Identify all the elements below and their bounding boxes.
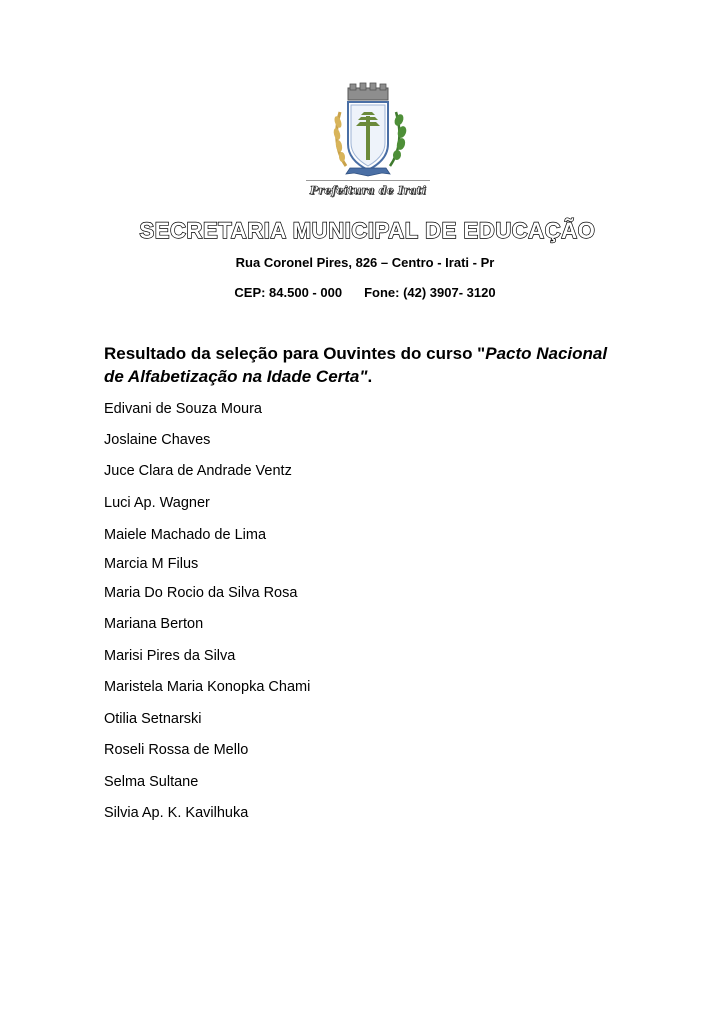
list-item: Maiele Machado de Lima bbox=[104, 527, 267, 543]
cep-text: CEP: 84.500 - 000 bbox=[234, 285, 343, 300]
list-item: Joslaine Chaves bbox=[104, 432, 211, 448]
list-item: Selma Sultane bbox=[104, 774, 199, 790]
logo-caption-text: Prefeitura de Irati bbox=[309, 183, 427, 197]
list-item: Juce Clara de Andrade Ventz bbox=[104, 463, 292, 479]
phone-text: Fone: (42) 3907- 3120 bbox=[364, 285, 496, 300]
result-title-course: Pacto Nacional de Alfabetização na Idade Certa" bbox=[104, 344, 608, 386]
list-item: Mariana Berton bbox=[104, 616, 204, 632]
list-item: Marisi Pires da Silva bbox=[104, 648, 236, 664]
logo-caption bbox=[306, 180, 430, 200]
list-item: Edivani de Souza Moura bbox=[104, 401, 262, 417]
list-item: Maristela Maria Konopka Chami bbox=[104, 679, 311, 695]
list-item: Maria Do Rocio da Silva Rosa bbox=[104, 585, 298, 601]
result-title-plain: Resultado da seleção para Ouvintes do curso " bbox=[104, 344, 486, 363]
list-item: Silvia Ap. K. Kavilhuka bbox=[104, 805, 249, 821]
result-title-end: . bbox=[367, 367, 373, 386]
address-line: Rua Coronel Pires, 826 – Centro - Irati - Pr bbox=[235, 255, 495, 270]
list-item: Marcia M Filus bbox=[104, 556, 199, 572]
contact-line bbox=[0, 285, 725, 300]
secretaria-title: SECRETARIA MUNICIPAL DE EDUCAÇÃO bbox=[139, 218, 596, 243]
list-item: Luci Ap. Wagner bbox=[104, 495, 210, 511]
list-item: Roseli Rossa de Mello bbox=[104, 742, 249, 758]
list-item: Otilia Setnarski bbox=[104, 711, 202, 727]
result-title bbox=[104, 342, 624, 388]
